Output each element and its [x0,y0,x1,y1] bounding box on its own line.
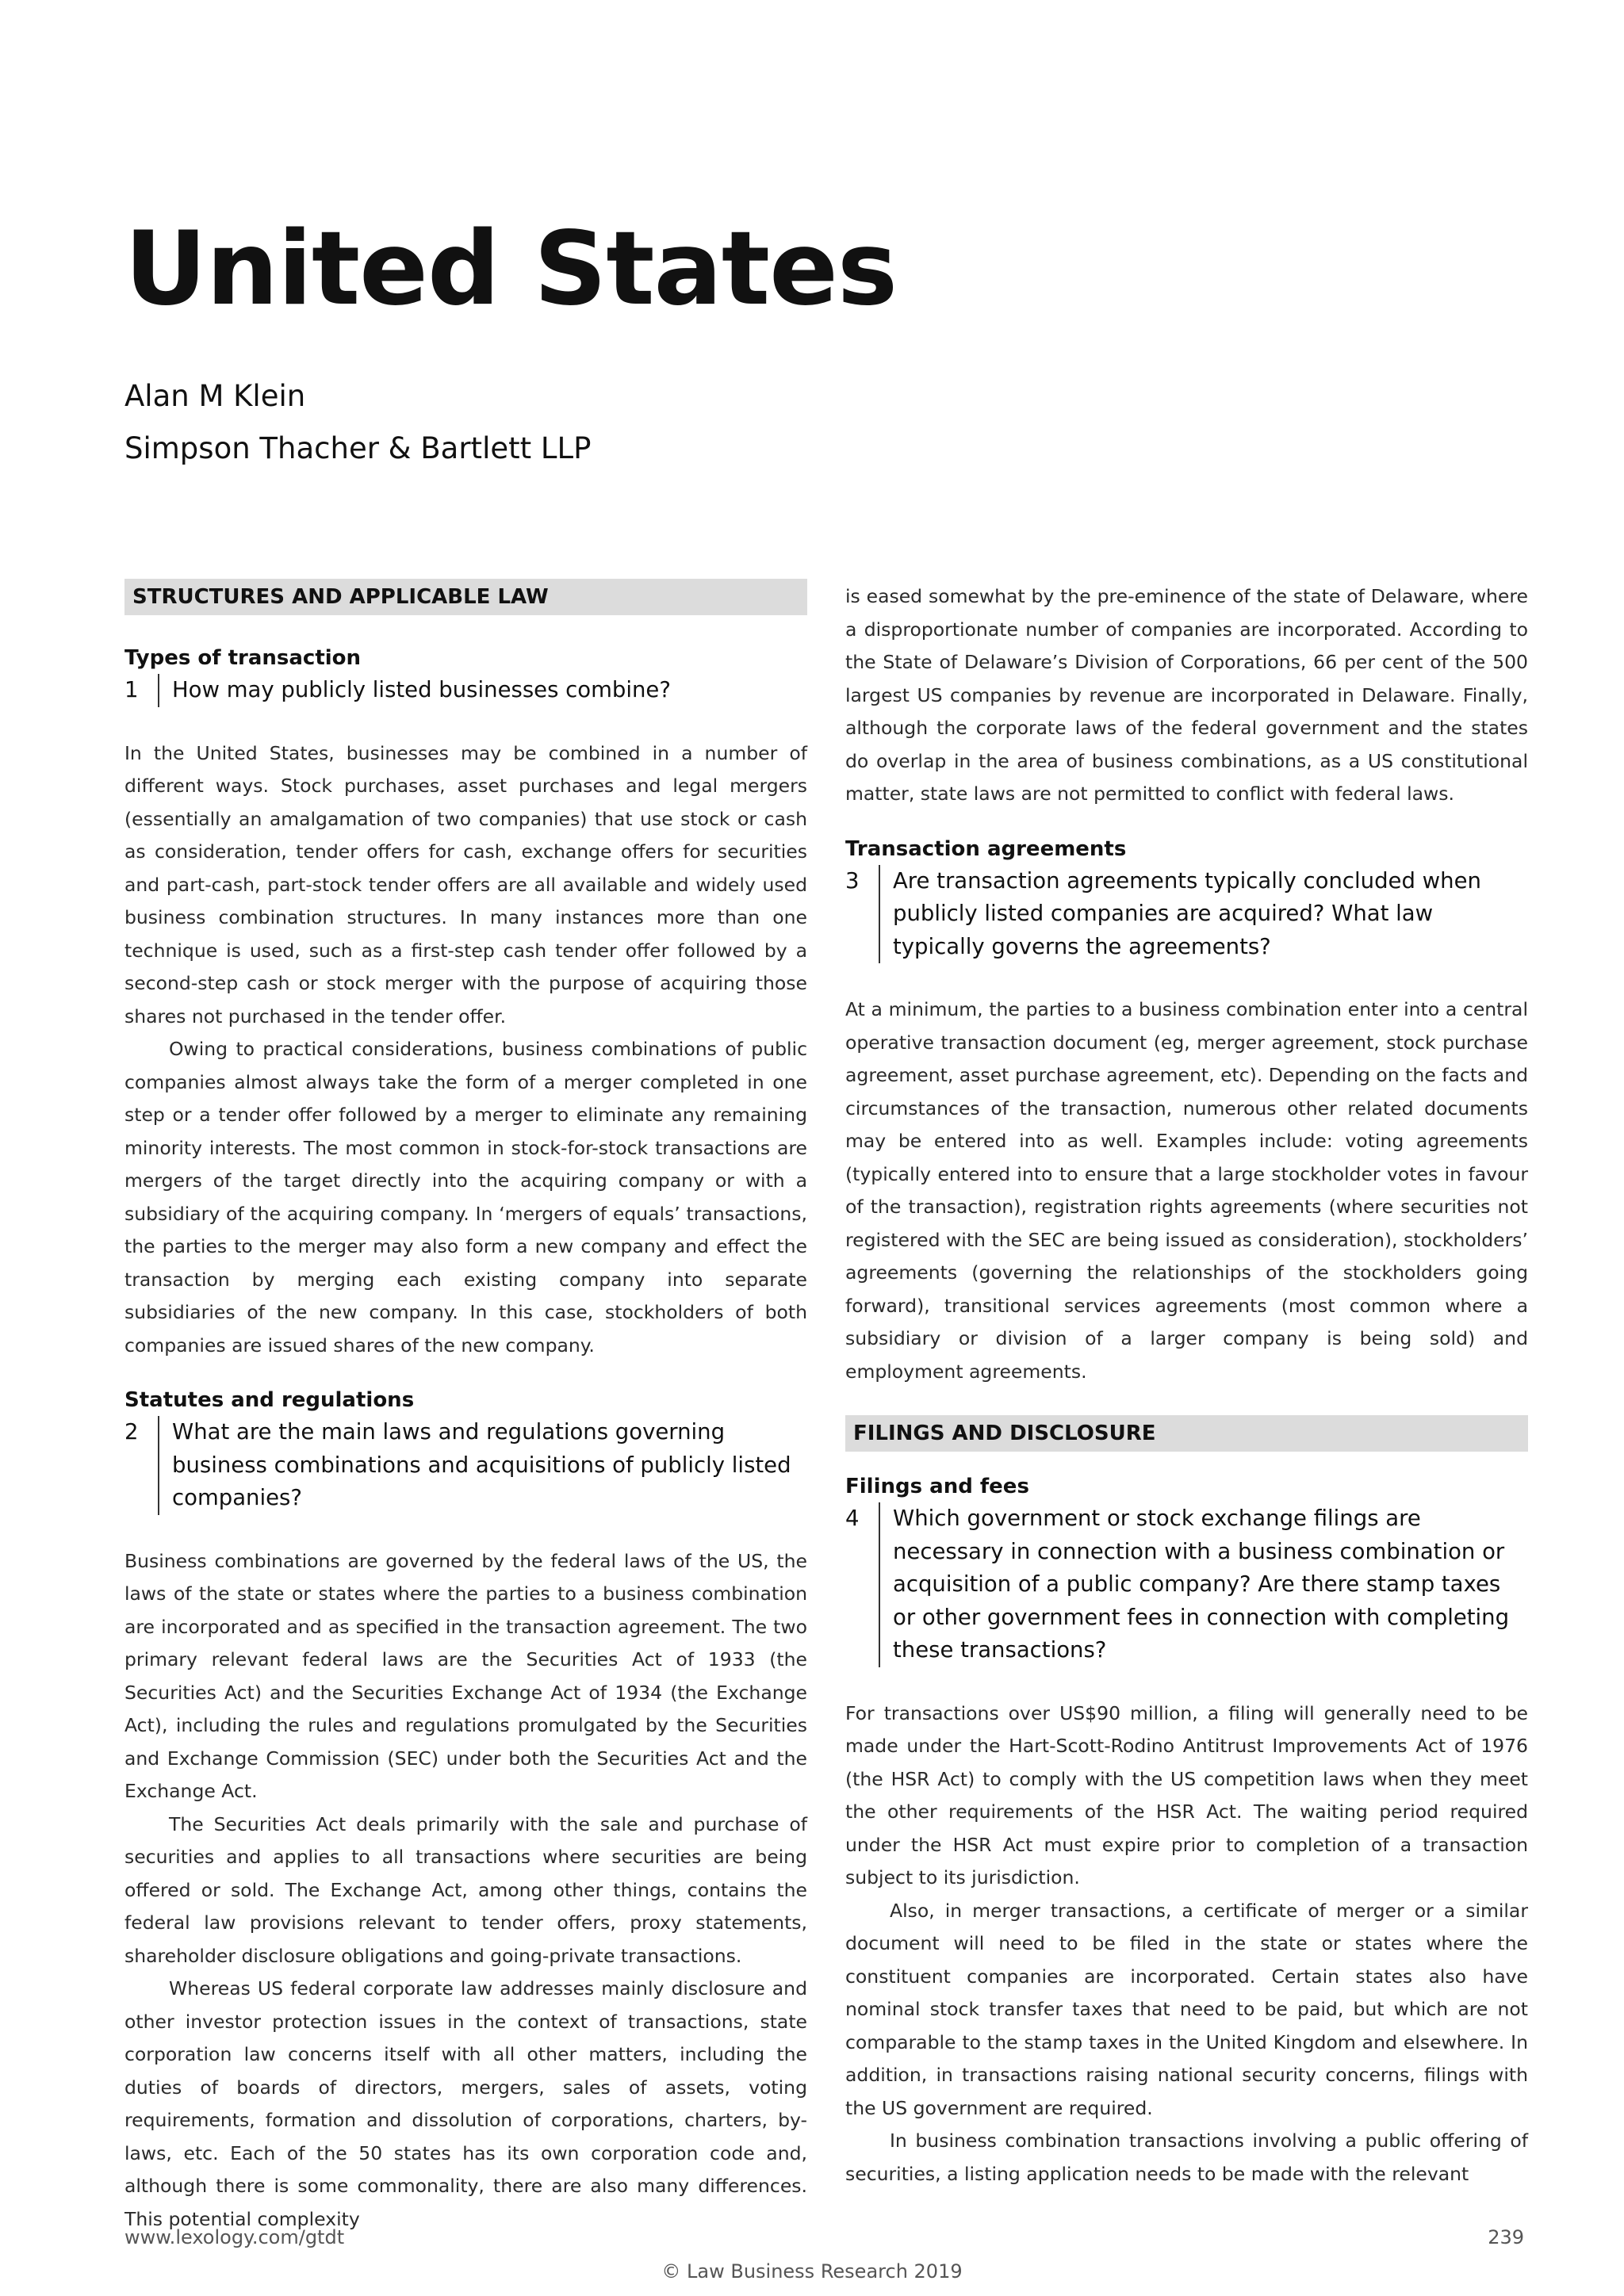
right-column [845,580,1528,2191]
copyright: © Law Business Research 2019 [661,2260,963,2283]
subheading: Statutes and regulations [124,1388,415,1412]
paragraph: Owing to practical considerations, business combinations of public companies almost always take the form of a merger completed in one step or a tender offer followed by a merger to eliminate any remaining minority interests. The most common in stock-for-stock transactions are mergers of the target directly into the acquiring company or with a subsidiary of the acquiring company. In ‘mergers of equals’ transactions, the parties to the merger may also form a new company and effect the transaction by merging each existing company into separate subsidiaries of the new company. In this case, stockholders of both companies are issued shares of the new company. [124,1038,807,1357]
question-text: What are the main laws and regulations governing business combinations and acquisitions of publicly listed companies? [158,1416,807,1515]
question-4 [845,1502,1528,1667]
section-heading: FILINGS AND DISCLOSURE [845,1415,1528,1452]
question-text: Which government or stock exchange filings are necessary in connection with a business combination or acquisition of a public company? Are there stamp taxes or other government fees in connection with completing these transactions? [879,1502,1528,1667]
paragraph: For transactions over US$90 million, a filing will generally need to be made under the Hart-Scott-Rodino Antitrust Improvements Act of 1976 (the HSR Act) to comply with the US competition laws when they meet the other requirements of the HSR Act. The waiting period required under the HSR Act must expire prior to completion of a transaction subject to its jurisdiction. [845,1701,1528,1888]
paragraph: Also, in merger transactions, a certificate of merger or a similar document will need to be filed in the state or states where the constituent companies are incorporated. Certain states also have nominal stock transfer taxes that need to be paid, but which are not comparable to the stamp taxes in the United Kingdom and elsewhere. In addition, in transactions raising national security concerns, filings with the US government are required. [845,1899,1528,2119]
paragraph: In the United States, businesses may be combined in a number of different ways. Stock purchases, asset purchases and legal mergers (essentially an amalgamation of two companies) that use stock or cash as consideration, tender offers for cash, exchange offers for securities and part-cash, part-stock tender offers are all available and widely used business combination structures. In many instances more than one technique is used, such as a first-step cash tender offer followed by a second-step cash or stock merger with the purpose of acquiring those shares not purchased in the tender offer. [124,741,807,1027]
question-number: 1 [124,677,139,702]
paragraph: The Securities Act deals primarily with the sale and purchase of securities and applies to all transactions where securities are being offered or sold. The Exchange Act, among other things, contains the federal law provisions relevant to tender offers, proxy statements, shareholder disclosure obligations and going-private transactions. [124,1812,807,1967]
question-number: 2 [124,1419,139,1445]
question-3 [845,865,1528,964]
paragraph: Business combinations are governed by the federal laws of the US, the laws of the state or states where the parties to a business combination are incorporated and as specified in the transaction agreement. The two primary relevant federal laws are the Securities Act of 1933 (the Securities Act) and the Securities Exchange Act of 1934 (the Exchange Act), including the rules and regulations promulgated by the Securities and Exchange Commission (SEC) under both the Securities Act and the Exchange Act. [124,1549,807,1802]
left-column [124,579,807,2236]
author-name: Alan M Klein [124,379,306,413]
page-number: 239 [1488,2226,1524,2248]
footer-url: www.lexology.com/gtdt [124,2226,345,2248]
law-firm: Simpson Thacher & Bartlett LLP [124,431,592,465]
question-number: 4 [845,1506,860,1531]
paragraph: is eased somewhat by the pre-eminence of the state of Delaware, where a disproportionate number of companies are incorporated. According to the State of Delaware’s Division of Corporations, 66 per cent of the 500 largest US companies by revenue are incorporated in Delaware. Finally, although the corporate laws of the federal government and the states do overlap in the area of business combinations, as a US constitutional matter, state laws are not permitted to conflict with federal laws. [845,585,1528,805]
subheading: Types of transaction [124,646,362,670]
question-number: 3 [845,867,860,894]
question-2 [124,1416,807,1515]
question-text: Are transaction agreements typically concluded when publicly listed companies are acquired? What law typically governs the agreements? [879,865,1528,964]
subheading: Transaction agreements [845,836,1127,861]
question-text: How may publicly listed businesses combine? [158,674,807,707]
page-title: United States [124,210,898,328]
subheading: Filings and fees [845,1475,1029,1498]
paragraph: In business combination transactions involving a public offering of securities, a listing application needs to be made with the relevant [845,2130,1528,2185]
paragraph: Whereas US federal corporate law addresses mainly disclosure and other investor protection issues in the context of transactions, state corporation law concerns itself with all other matters, including the duties of boards of directors, mergers, sales of assets, voting requirements, formation and dissolution of corporations, charters, by-laws, etc. Each of the 50 states has its own corporation code and, although there is some commonality, there are also many differences. This potential complexity [124,1977,807,2230]
section-heading: STRUCTURES AND APPLICABLE LAW [124,579,807,615]
paragraph: At a minimum, the parties to a business combination enter into a central operative transaction document (eg, merger agreement, stock purchase agreement, asset purchase agreement, etc). Depending on the facts and circumstances of the transaction, numerous other related documents may be entered into as well. Examples include: voting agreements (typically entered into to ensure that a large stockholder votes in favour of the transaction), registration rights agreements (where securities not registered with the SEC are being issued as consideration), stockholders’ agreements (governing the relationships of the stockholders going forward), transitional services agreements (most common where a subsidiary or division of a larger company is being sold) and employment agreements. [845,998,1528,1383]
question-1 [124,674,807,707]
